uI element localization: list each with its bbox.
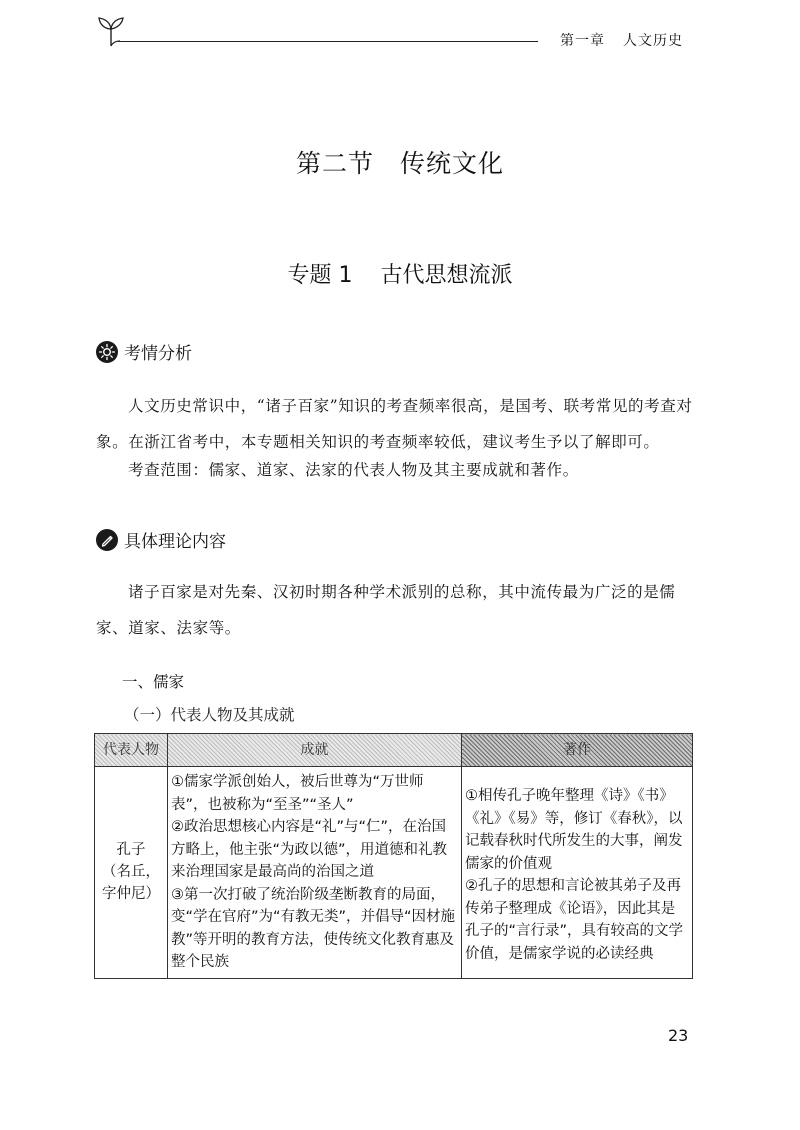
confucian-table-wrap bbox=[94, 733, 692, 979]
achievement-item: ③第一次打破了统治阶级垄断教育的局面，变“学在官府”为“有教无类”，并倡导“因材施教”等开明的教育方法，使传统文化教育惠及整个民族 bbox=[171, 886, 456, 970]
figure-cell bbox=[95, 767, 168, 979]
figure-courtesy-name: 字仲尼） bbox=[102, 886, 160, 903]
section-number: 第二节 bbox=[295, 149, 374, 178]
header-rule bbox=[118, 41, 538, 42]
page-number: 23 bbox=[668, 1026, 689, 1045]
figure-given-name: （名丘， bbox=[102, 864, 160, 881]
topic-number: 专题 1 bbox=[287, 263, 353, 288]
running-head bbox=[560, 30, 683, 50]
analysis-paragraph: 人文历史常识中，“诸子百家”知识的考查频率很高，是国考、联考常见的考查对象。在浙江省考中，本专题相关知识的考查频率较低，建议考生予以了解即可。 bbox=[96, 397, 693, 451]
sprout-logo-icon bbox=[96, 14, 126, 48]
analysis-scope: 考查范围：儒家、道家、法家的代表人物及其主要成就和著作。 bbox=[128, 461, 579, 479]
achievements-cell bbox=[168, 767, 462, 979]
pencil-icon bbox=[96, 529, 118, 551]
running-head-title: 人文历史 bbox=[623, 33, 683, 49]
analysis-heading-label: 考情分析 bbox=[124, 344, 192, 364]
sun-icon bbox=[96, 341, 118, 363]
analysis-heading bbox=[96, 339, 192, 364]
confucian-table bbox=[94, 733, 693, 979]
confucian-subheading: （一）代表人物及其成就 bbox=[124, 706, 295, 724]
table-header-row bbox=[95, 734, 693, 767]
table-header-works: 著作 bbox=[462, 734, 693, 767]
confucian-heading: 一、儒家 bbox=[122, 673, 185, 691]
topic-name: 古代思想流派 bbox=[380, 263, 513, 288]
theory-heading-label: 具体理论内容 bbox=[124, 532, 226, 552]
topic-title bbox=[0, 258, 800, 289]
table-header-figure: 代表人物 bbox=[95, 734, 168, 767]
work-item: ②孔子的思想和言论被其弟子及再传弟子整理成《论语》，因此其是孔子的“言行录”，具有较高的文学价值，是儒家学说的必读经典 bbox=[465, 878, 684, 962]
achievement-item: ①儒家学派创始人，被后世尊为“万世师表”，也被称为“至圣”“圣人” bbox=[171, 774, 424, 813]
theory-paragraph: 诸子百家是对先秦、汉初时期各种学术派别的总称，其中流传最为广泛的是儒家、道家、法家等。 bbox=[96, 583, 676, 637]
section-title bbox=[0, 144, 800, 180]
works-cell bbox=[462, 767, 693, 979]
section-name: 传统文化 bbox=[400, 149, 505, 178]
figure-name: 孔子 bbox=[116, 842, 146, 859]
theory-heading bbox=[96, 527, 226, 552]
running-head-chapter: 第一章 bbox=[560, 33, 605, 49]
achievement-item: ②政治思想核心内容是“礼”与“仁”，在治国方略上，他主张“为政以德”，用道德和礼教来治理国家是最高尚的治国之道 bbox=[171, 819, 448, 880]
work-item: ①相传孔子晚年整理《诗》《书》《礼》《易》等，修订《春秋》，以记载春秋时代所发生的大事，阐发儒家的价值观 bbox=[465, 788, 683, 872]
table-row bbox=[95, 767, 693, 979]
table-header-achievements: 成就 bbox=[168, 734, 462, 767]
